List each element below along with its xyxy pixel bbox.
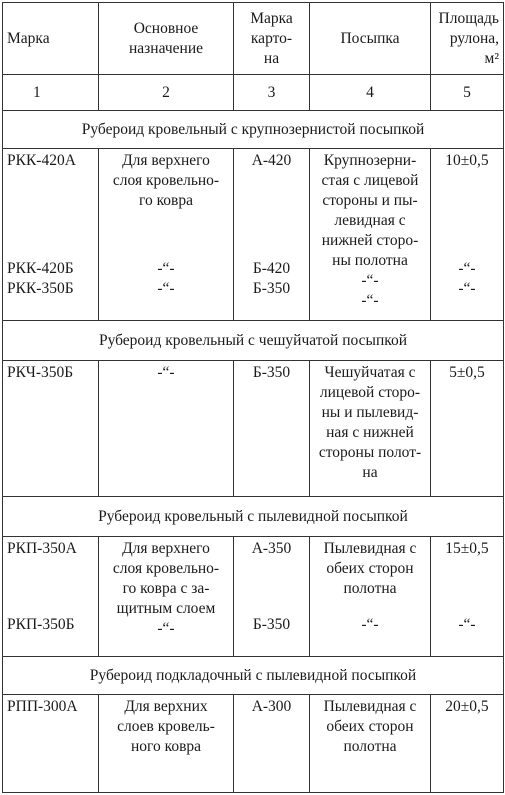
area-value: 10±0,5 xyxy=(445,152,489,169)
section-title: Рубероид кровельный с крупнозернистой посыпкой xyxy=(3,111,504,149)
powder-cell xyxy=(310,537,431,657)
mark-value: РКП-350А xyxy=(7,540,77,557)
header-powder: Посыпка xyxy=(310,3,431,75)
powder-value: -“- xyxy=(361,272,379,289)
column-number: 5 xyxy=(431,75,504,111)
purpose-value: -“- xyxy=(157,280,175,297)
area-value: -“- xyxy=(458,280,476,297)
carton-cell xyxy=(234,149,310,321)
carton-value: Б-420 xyxy=(252,260,291,277)
section-title-row xyxy=(3,657,504,695)
table-row xyxy=(3,695,504,793)
powder-value: -“- xyxy=(361,616,379,633)
powder-cell xyxy=(310,695,431,793)
mark-cell xyxy=(3,695,99,793)
header-row xyxy=(3,3,504,75)
purpose-value: Для верхнего слоя кровельно- го ковра xyxy=(112,152,220,209)
roofing-material-table xyxy=(2,2,504,793)
section-title: Рубероид кровельный с чешуйчатой посыпкой xyxy=(3,321,504,361)
purpose-cell xyxy=(99,537,234,657)
mark-value: РКП-350Б xyxy=(7,616,75,633)
area-value: -“- xyxy=(458,260,476,277)
mark-value: РКК-350Б xyxy=(7,280,74,297)
area-cell xyxy=(431,695,504,793)
carton-value: Б-350 xyxy=(252,616,291,633)
powder-cell xyxy=(310,149,431,321)
carton-cell xyxy=(234,537,310,657)
purpose-value: Для верхнего слоя кровельно- го ковра с за- щитным слоем xyxy=(112,540,220,617)
powder-value: Крупнозерни- стая с лицевой стороны и пы- левидная с нижней сторо- ны полотна xyxy=(321,152,419,269)
mark-value: РКЧ-350Б xyxy=(7,364,74,381)
column-number: 4 xyxy=(310,75,431,111)
table-row xyxy=(3,537,504,657)
powder-value: Чешуйчатая с лицевой сторо- ны и пылевид- ная с нижней стороны полот- на xyxy=(318,364,422,481)
area-cell xyxy=(431,537,504,657)
powder-value: Пылевидная с обеих сторон полотна xyxy=(323,540,417,597)
carton-cell xyxy=(234,361,310,497)
carton-value: Б-350 xyxy=(252,364,291,381)
area-value: -“- xyxy=(458,616,476,633)
area-cell xyxy=(431,361,504,497)
purpose-value: Для верхних слоев кровель- ного ковра xyxy=(117,698,215,755)
carton-value: А-420 xyxy=(251,152,292,169)
purpose-cell xyxy=(99,695,234,793)
section-title: Рубероид кровельный с пылевидной посыпкой xyxy=(3,497,504,537)
column-number-row xyxy=(3,75,504,111)
carton-cell xyxy=(234,695,310,793)
purpose-cell xyxy=(99,149,234,321)
mark-value: РПП-300А xyxy=(7,698,78,715)
mark-value: РКК-420А xyxy=(7,152,76,169)
powder-value: Пылевидная с обеих сторон полотна xyxy=(323,698,417,755)
purpose-value: -“- xyxy=(157,620,175,637)
column-number: 2 xyxy=(99,75,234,111)
area-value: 20±0,5 xyxy=(445,698,489,715)
header-carton: Марка карто- на xyxy=(234,3,310,75)
table-row xyxy=(3,149,504,321)
header-mark: Марка xyxy=(3,3,99,75)
mark-value: РКК-420Б xyxy=(7,260,74,277)
mark-cell xyxy=(3,537,99,657)
header-purpose: Основное назначение xyxy=(99,3,234,75)
carton-value: А-350 xyxy=(251,540,292,557)
powder-cell xyxy=(310,361,431,497)
mark-cell xyxy=(3,149,99,321)
area-value: 15±0,5 xyxy=(445,540,489,557)
mark-cell xyxy=(3,361,99,497)
header-area: Площадь рулона, м² xyxy=(431,3,504,75)
table-row xyxy=(3,361,504,497)
area-cell xyxy=(431,149,504,321)
carton-value: Б-350 xyxy=(252,280,291,297)
powder-value: -“- xyxy=(361,292,379,309)
carton-value: А-300 xyxy=(251,698,292,715)
column-number: 1 xyxy=(3,75,99,111)
section-title-row xyxy=(3,497,504,537)
column-number: 3 xyxy=(234,75,310,111)
section-title: Рубероид подкладочный с пылевидной посыпкой xyxy=(3,657,504,695)
section-title-row xyxy=(3,321,504,361)
purpose-value: -“- xyxy=(157,260,175,277)
section-title-row xyxy=(3,111,504,149)
purpose-cell xyxy=(99,361,234,497)
purpose-value: -“- xyxy=(157,364,175,381)
area-value: 5±0,5 xyxy=(449,364,485,381)
